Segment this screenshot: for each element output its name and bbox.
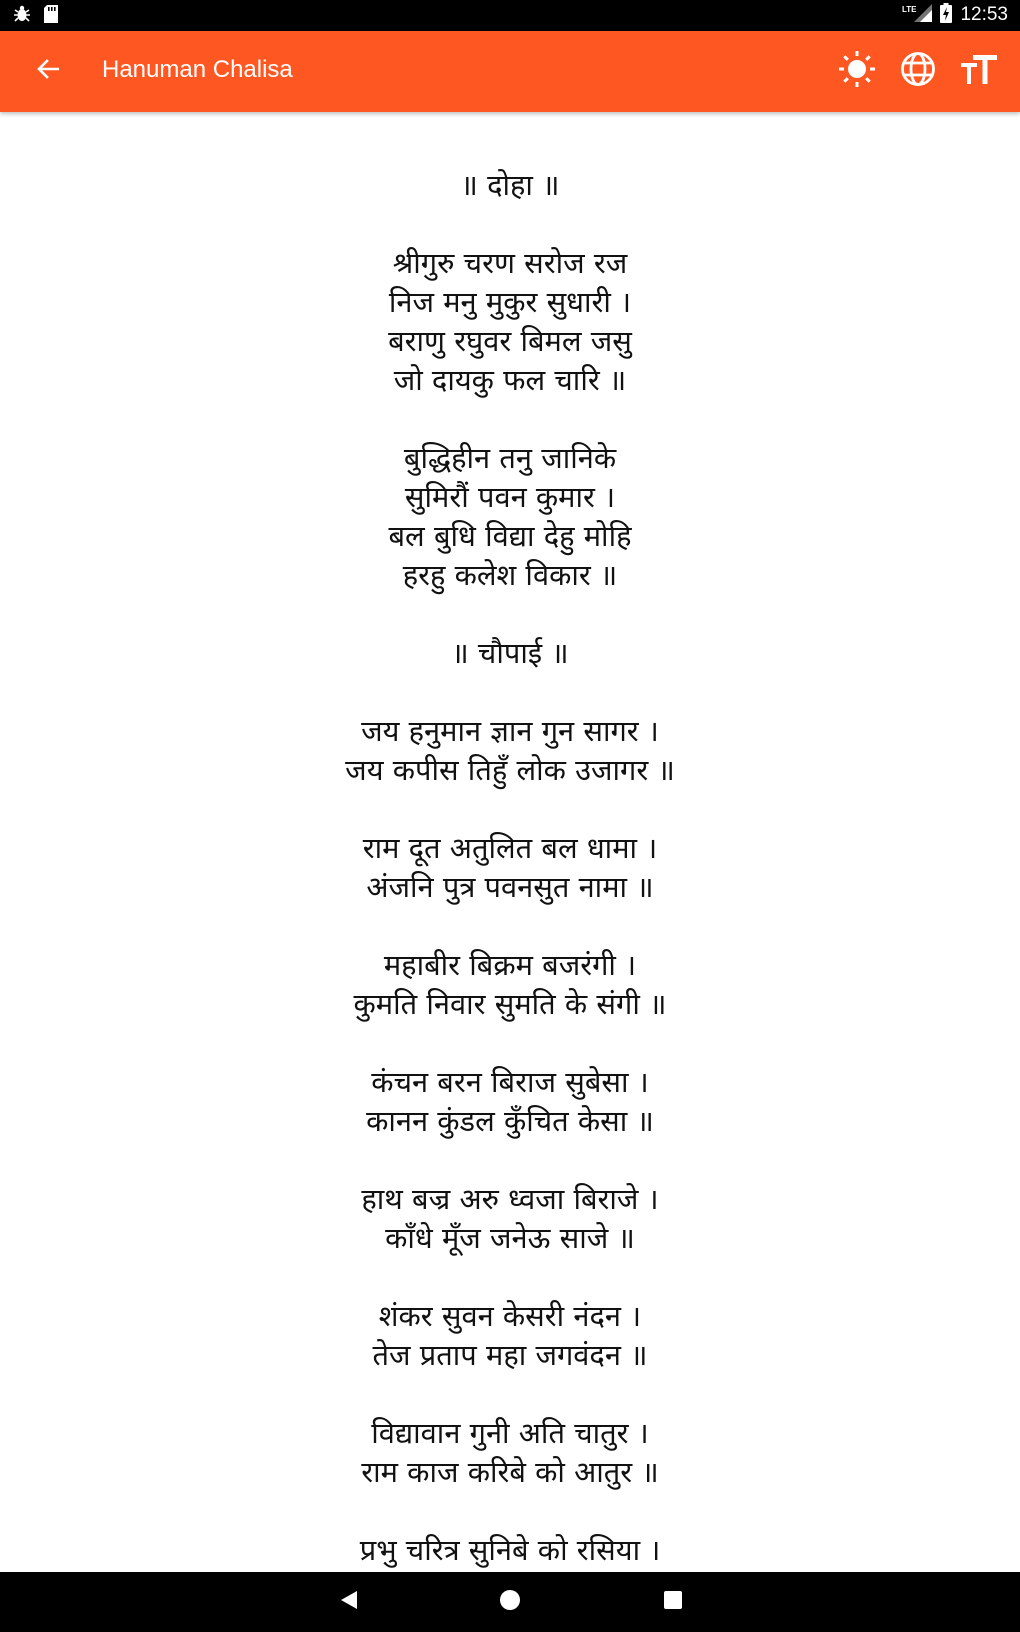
verse-line: काँधे मूँज जनेऊ साजे ॥ bbox=[385, 1221, 635, 1255]
verse-line: बुद्धिहीन तनु जानिके bbox=[403, 441, 617, 475]
bug-icon bbox=[14, 5, 30, 27]
verse-line: प्रभु चरित्र सुनिबे को रसिया । bbox=[359, 1533, 661, 1567]
verse-line: शंकर सुवन केसरी नंदन । bbox=[378, 1299, 642, 1333]
verse-line: महाबीर बिक्रम बजरंगी । bbox=[383, 948, 637, 982]
stanza bbox=[0, 634, 1020, 673]
stanza bbox=[0, 1297, 1020, 1375]
nav-home-button[interactable] bbox=[488, 1580, 532, 1624]
stanza bbox=[0, 1063, 1020, 1141]
stanza bbox=[0, 439, 1020, 595]
verse-line: हाथ बज्र अरु ध्वजा बिराजे । bbox=[361, 1182, 659, 1216]
verse-line: श्रीगुरु चरण सरोज रज bbox=[392, 246, 628, 280]
sd-card-icon bbox=[44, 5, 58, 27]
status-bar bbox=[0, 0, 1020, 31]
nav-recents-icon bbox=[663, 1590, 683, 1614]
page-title: Hanuman Chalisa bbox=[102, 56, 293, 83]
stanza bbox=[0, 1531, 1020, 1570]
stanza bbox=[0, 946, 1020, 1024]
verse-line: राम दूत अतुलित बल धामा । bbox=[362, 831, 658, 865]
verse-line: राम काज करिबे को आतुर ॥ bbox=[361, 1455, 659, 1489]
nav-home-icon bbox=[499, 1589, 521, 1615]
stanza bbox=[0, 829, 1020, 907]
stanza bbox=[0, 1180, 1020, 1258]
verse-line: कुमति निवार सुमति के संगी ॥ bbox=[353, 987, 667, 1021]
verse-line: अंजनि पुत्र पवनसुत नामा ॥ bbox=[366, 870, 654, 904]
verse-line: ॥ चौपाई ॥ bbox=[451, 636, 569, 670]
verse-line: बराणु रघुवर बिमल जसु bbox=[388, 324, 632, 358]
network-type-label: LTE bbox=[901, 4, 917, 14]
chalisa-content[interactable] bbox=[0, 112, 1020, 1572]
app-bar bbox=[0, 31, 1020, 112]
navigation-bar bbox=[0, 1572, 1020, 1632]
brightness-button[interactable] bbox=[833, 47, 881, 95]
verse-line: विद्यावान गुनी अति चातुर । bbox=[371, 1416, 649, 1450]
stanza bbox=[0, 712, 1020, 790]
stanza bbox=[0, 166, 1020, 205]
verse-line: सुमिरौं पवन कुमार । bbox=[404, 480, 616, 514]
brightness-icon bbox=[838, 50, 876, 92]
verse-line: जो दायकु फल चारि ॥ bbox=[393, 363, 627, 397]
arrow-back-icon bbox=[37, 58, 59, 84]
stanza bbox=[0, 1414, 1020, 1492]
text-size-icon bbox=[961, 54, 997, 88]
verse-line: निज मनु मुकुर सुधारी । bbox=[388, 285, 632, 319]
verse-line: हरहु कलेश विकार ॥ bbox=[402, 558, 618, 592]
verses-container bbox=[0, 166, 1020, 1572]
signal-icon bbox=[914, 4, 932, 26]
nav-back-button[interactable] bbox=[327, 1580, 371, 1624]
status-system bbox=[902, 3, 1008, 27]
stanza bbox=[0, 244, 1020, 400]
nav-back-icon bbox=[339, 1589, 359, 1615]
language-button[interactable] bbox=[894, 47, 942, 95]
back-button[interactable] bbox=[26, 49, 70, 93]
globe-icon bbox=[900, 51, 936, 91]
verse-line: ॥ दोहा ॥ bbox=[460, 168, 560, 202]
verse-line: जय हनुमान ज्ञान गुन सागर । bbox=[361, 714, 659, 748]
verse-line: कानन कुंडल कुँचित केसा ॥ bbox=[366, 1104, 654, 1138]
verse-line: बल बुधि विद्या देहु मोहि bbox=[388, 519, 632, 553]
nav-recents-button[interactable] bbox=[651, 1580, 695, 1624]
battery-charging-icon bbox=[940, 3, 952, 27]
verse-line: कंचन बरन बिराज सुबेसा । bbox=[371, 1065, 649, 1099]
verse-line: तेज प्रताप महा जगवंदन ॥ bbox=[372, 1338, 648, 1372]
text-size-button[interactable] bbox=[955, 47, 1003, 95]
status-notifications bbox=[14, 5, 58, 27]
status-time: 12:53 bbox=[960, 4, 1008, 25]
verse-line: जय कपीस तिहुँ लोक उजागर ॥ bbox=[345, 753, 675, 787]
